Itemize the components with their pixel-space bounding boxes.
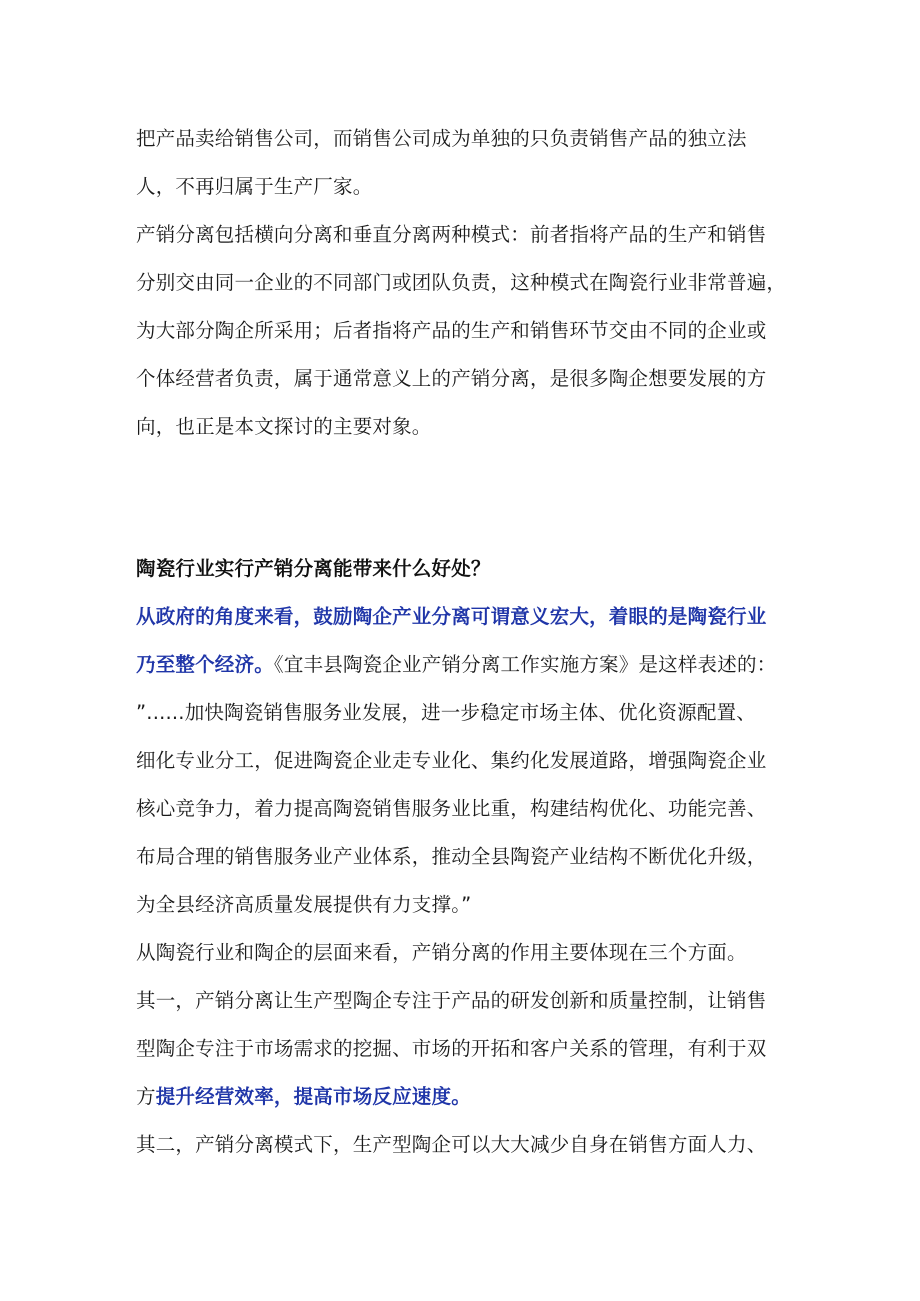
- highlight-text: 乃至整个经济。: [136, 653, 274, 676]
- section-heading: 陶瓷行业实行产销分离能带来什么好处？: [136, 557, 491, 580]
- paragraph-2-line-3: 为大部分陶企所采用；后者指将产品的生产和销售环节交由不同的企业或: [136, 319, 767, 342]
- paragraph-3-line-7: 为全县经济高质量发展提供有力支撑。”: [136, 893, 472, 916]
- paragraph-5-line-3: [136, 1084, 471, 1110]
- paragraph-2-line-5: 向，也正是本文探讨的主要对象。: [136, 415, 432, 438]
- plain-text: 方: [136, 1085, 156, 1108]
- paragraph-3-line-3: ”......加快陶瓷销售服务业发展，进一步稳定市场主体、优化资源配置、: [136, 701, 756, 724]
- paragraph-2-line-2: 分别交由同一企业的不同部门或团队负责，这种模式在陶瓷行业非常普遍，: [136, 271, 787, 294]
- quote-intro-text: 《宜丰县陶瓷企业产销分离工作实施方案》是这样表述的：: [273, 653, 777, 676]
- paragraph-1-line-2: 人，不再归属于生产厂家。: [136, 175, 373, 198]
- paragraph-3-line-6: 布局合理的销售服务业产业体系，推动全县陶瓷产业结构不断优化升级，: [136, 845, 767, 868]
- paragraph-3-line-5: 核心竞争力，着力提高陶瓷销售服务业比重，构建结构优化、功能完善、: [136, 797, 767, 820]
- paragraph-5-line-2: 型陶企专注于市场需求的挖掘、市场的开拓和客户关系的管理，有利于双: [136, 1037, 767, 1060]
- highlight-text: 提升经营效率，提高市场反应速度。: [155, 1085, 471, 1108]
- paragraph-2-line-1: 产销分离包括横向分离和垂直分离两种模式：前者指将产品的生产和销售: [136, 223, 767, 246]
- paragraph-3-line-1-highlight: 从政府的角度来看，鼓励陶企产业分离可谓意义宏大，着眼的是陶瓷行业: [136, 605, 767, 628]
- paragraph-5-line-1: 其一，产销分离让生产型陶企专注于产品的研发创新和质量控制，让销售: [136, 989, 767, 1012]
- paragraph-3-line-2: [136, 652, 776, 678]
- paragraph-3-line-4: 细化专业分工，促进陶瓷企业走专业化、集约化发展道路，增强陶瓷企业: [136, 749, 767, 772]
- paragraph-4-line-1: 从陶瓷行业和陶企的层面来看，产销分离的作用主要体现在三个方面。: [136, 941, 747, 964]
- paragraph-1-line-1: 把产品卖给销售公司，而销售公司成为单独的只负责销售产品的独立法: [136, 127, 747, 150]
- paragraph-2-line-4: 个体经营者负责，属于通常意义上的产销分离，是很多陶企想要发展的方: [136, 367, 767, 390]
- paragraph-6-line-1: 其二，产销分离模式下，生产型陶企可以大大减少自身在销售方面人力、: [136, 1133, 767, 1156]
